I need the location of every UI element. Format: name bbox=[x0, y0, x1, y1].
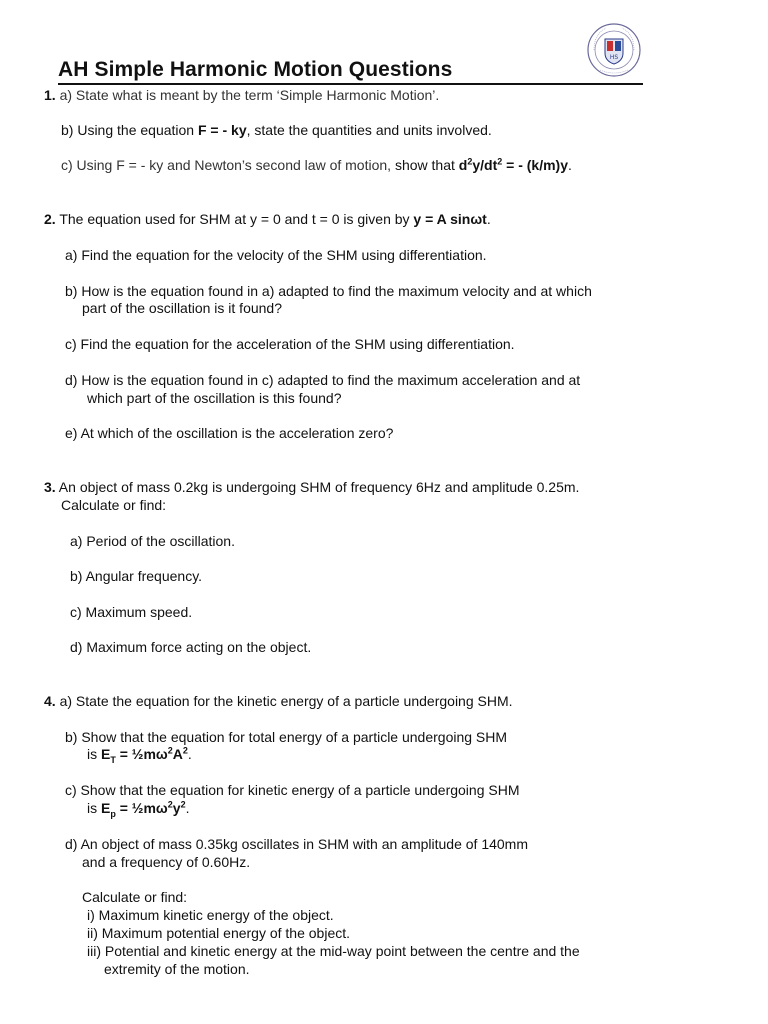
q2-number: 2. bbox=[44, 211, 56, 227]
q4-c-eq-part: = ½mω bbox=[115, 800, 168, 816]
q1-c-sup: 2 bbox=[467, 156, 473, 167]
page-title: AH Simple Harmonic Motion Questions bbox=[58, 58, 453, 81]
q2-intro bbox=[44, 211, 491, 228]
q4-c-equation bbox=[101, 799, 186, 819]
q1-part-c bbox=[61, 157, 572, 174]
q1-b-text-end: , state the quantities and units involved. bbox=[246, 122, 492, 138]
q1-c-end: . bbox=[568, 157, 572, 173]
q3-part-a: a) Period of the oscillation. bbox=[70, 533, 235, 549]
q2-intro-text: The equation used for SHM at y = 0 and t = 0 is given by bbox=[55, 211, 414, 227]
q4-c-sup: 2 bbox=[167, 799, 173, 810]
q1-c-sup: 2 bbox=[497, 156, 503, 167]
q3-intro-line2: Calculate or find: bbox=[61, 497, 167, 513]
q2-part-d-line2: which part of the oscillation is this found? bbox=[87, 390, 342, 406]
q1-part-a: a) State what is meant by the term ‘Simple Harmonic Motion’. bbox=[59, 87, 440, 103]
q4-sub-i: i) Maximum kinetic energy of the object. bbox=[87, 907, 334, 923]
q4-c-text: is bbox=[87, 800, 101, 816]
q3-intro-line1 bbox=[44, 479, 579, 496]
q4-part-d-line2: and a frequency of 0.60Hz. bbox=[82, 854, 251, 870]
q3-intro-text: An object of mass 0.2kg is undergoing SHM of frequency 6Hz and amplitude 0.25m. bbox=[55, 479, 580, 495]
q4-b-eq-part: = ½mω bbox=[115, 746, 168, 762]
q4-part-b-line2 bbox=[87, 746, 192, 763]
q4-b-eq-part: E bbox=[101, 746, 111, 762]
q4-part-c-line2 bbox=[87, 800, 189, 817]
q1-c-eq-part: d bbox=[458, 157, 468, 173]
q4-b-eq-part: A bbox=[172, 746, 183, 762]
q1-number: 1. bbox=[44, 87, 56, 103]
q4-a-text: a) State the equation for the kinetic energy of a particle undergoing SHM. bbox=[55, 693, 513, 709]
q2-intro-end: . bbox=[486, 211, 491, 227]
q3-part-b: b) Angular frequency. bbox=[70, 568, 203, 584]
q4-sub-iii-line2: extremity of the motion. bbox=[104, 961, 250, 977]
q1-c-equation bbox=[459, 157, 568, 173]
q1-part-b bbox=[61, 122, 492, 139]
q2-part-b-line2: part of the oscillation is it found? bbox=[82, 300, 283, 316]
q2-intro-equation: y = A sinωt bbox=[413, 211, 487, 227]
q4-b-end: . bbox=[187, 746, 192, 762]
q4-c-sub: p bbox=[110, 808, 116, 819]
title-underline bbox=[58, 83, 643, 85]
q2-part-e: e) At which of the oscillation is the acceleration zero? bbox=[65, 425, 394, 441]
q2-part-b-line1: b) How is the equation found in a) adapted to find the maximum velocity and at which bbox=[65, 283, 592, 299]
q4-calc-heading: Calculate or find: bbox=[82, 889, 188, 905]
q4-part-a bbox=[44, 693, 513, 710]
q4-c-sup: 2 bbox=[180, 799, 186, 810]
q4-c-eq-part: E bbox=[101, 800, 111, 816]
q3-part-c: c) Maximum speed. bbox=[70, 604, 193, 620]
q2-part-c: c) Find the equation for the acceleration of the SHM using differentiation. bbox=[65, 336, 515, 352]
q4-c-end: . bbox=[185, 800, 190, 816]
q1-c-eq-part: y/dt bbox=[472, 157, 498, 173]
q2-part-a: a) Find the equation for the velocity of the SHM using differentiation. bbox=[65, 247, 487, 263]
school-crest-logo bbox=[586, 22, 642, 78]
q4-b-text: is bbox=[87, 746, 101, 762]
q1-c-mid: show that bbox=[391, 157, 459, 173]
q1-c-text: c) Using F = - ky and Newton’s second law of motion, bbox=[61, 157, 392, 173]
svg-text:HS: HS bbox=[609, 54, 619, 61]
q4-b-equation bbox=[101, 745, 188, 765]
q1-c-eq-part: = - (k/m)y bbox=[502, 157, 568, 173]
q3-number: 3. bbox=[44, 479, 56, 495]
q4-part-c-line1: c) Show that the equation for kinetic energy of a particle undergoing SHM bbox=[65, 782, 520, 798]
q1-b-equation: F = - ky bbox=[197, 122, 247, 138]
q4-sub-ii: ii) Maximum potential energy of the object. bbox=[87, 925, 351, 941]
q1-line-a bbox=[44, 87, 439, 104]
q4-b-sup: 2 bbox=[182, 745, 188, 756]
q4-c-eq-part: y bbox=[172, 800, 181, 816]
q4-part-d-line1: d) An object of mass 0.35kg oscillates in SHM with an amplitude of 140mm bbox=[65, 836, 528, 852]
q4-b-sub: T bbox=[110, 754, 116, 765]
q2-part-d-line1: d) How is the equation found in c) adapted to find the maximum acceleration and at bbox=[65, 372, 581, 388]
q4-sub-iii-line1: iii) Potential and kinetic energy at the mid-way point between the centre and the bbox=[87, 943, 580, 959]
q3-part-d: d) Maximum force acting on the object. bbox=[70, 639, 312, 655]
q4-b-sup: 2 bbox=[167, 745, 173, 756]
q4-part-b-line1: b) Show that the equation for total energy of a particle undergoing SHM bbox=[65, 729, 508, 745]
q1-b-text: b) Using the equation bbox=[61, 122, 198, 138]
q4-number: 4. bbox=[44, 693, 56, 709]
